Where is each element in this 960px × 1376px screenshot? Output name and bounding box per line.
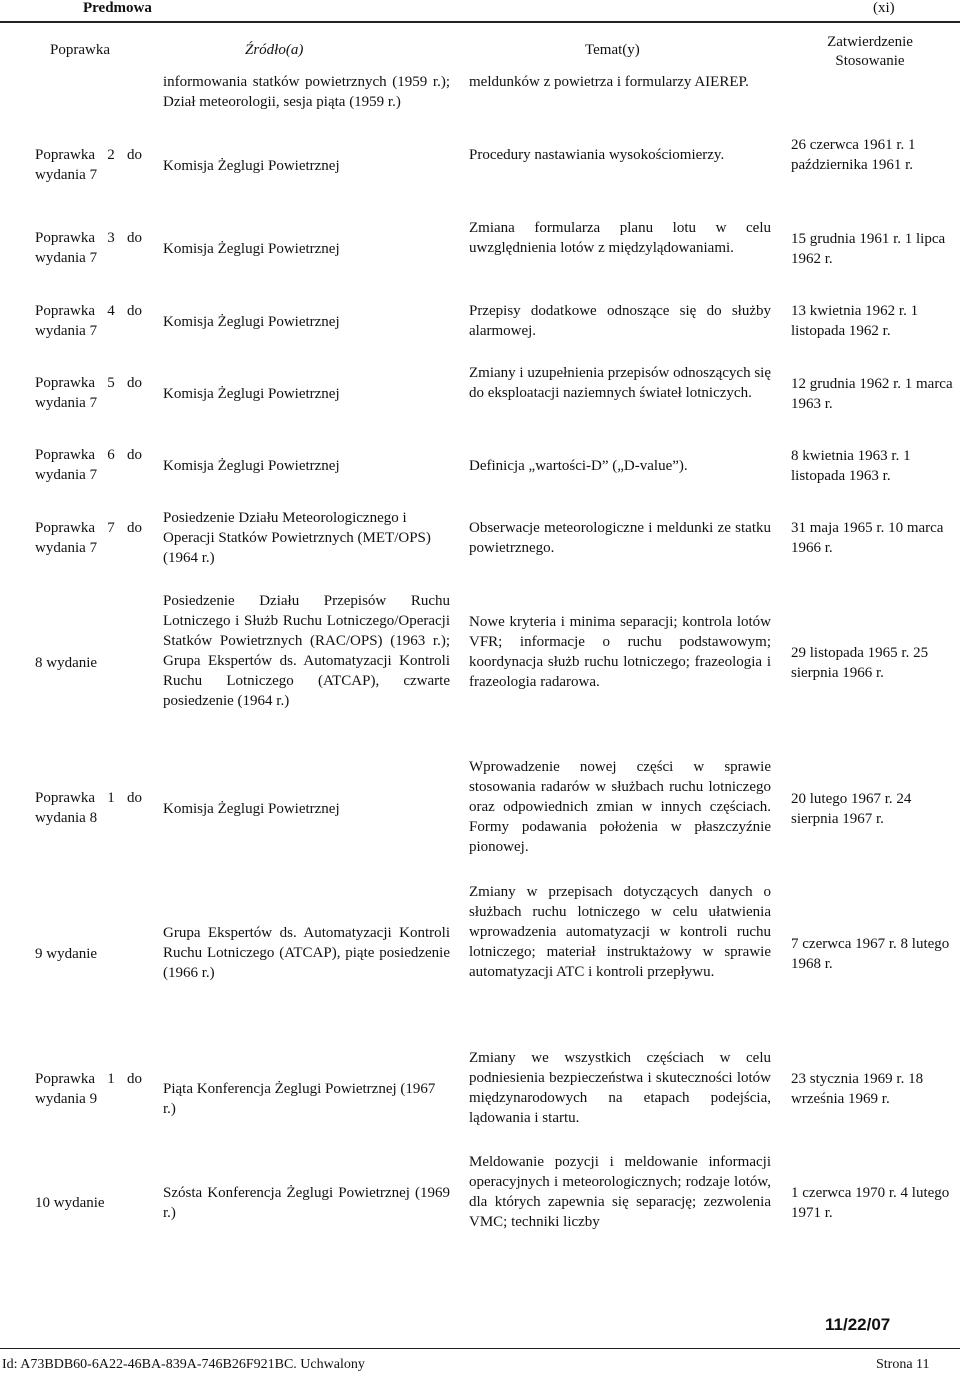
row-3-subject: Przepisy dodatkowe odnoszące się do służby alarmowej. xyxy=(469,303,771,339)
column-header-source: Źródło(a) xyxy=(245,42,304,58)
row-10-dates: 23 stycznia 1969 r. 18 września 1969 r. xyxy=(791,1071,924,1107)
row-7-dates: 29 listopada 1965 r. 25 sierpnia 1966 r. xyxy=(791,645,929,681)
row-0-source: informowania statków powietrznych (1959 r.); Dział meteorologii, sesja piąta (1959 r.) xyxy=(163,74,450,110)
document-id: Id: A73BDB60-6A22-46BA-839A-746B26F921BC. Uchwalony xyxy=(2,1357,365,1372)
row-9-subject: Zmiany w przepisach dotyczących danych o służbach ruchu lotniczego w celu ułatwienia wprowadzenia automatyzacji w kontroli ruchu lotniczego; materiał instruktażowy w sprawie automatyzacji ATC i kontroli przepływu. xyxy=(469,884,771,980)
column-header-subject: Temat(y) xyxy=(585,42,640,58)
row-4-amendment: Poprawka 5 do wydania 7 xyxy=(35,375,142,411)
row-1-dates: 26 czerwca 1961 r. 1 października 1961 r. xyxy=(791,137,916,173)
row-5-dates: 8 kwietnia 1963 r. 1 listopada 1963 r. xyxy=(791,448,911,484)
row-9-source: Grupa Ekspertów ds. Automatyzacji Kontroli Ruchu Lotniczego (ATCAP), piąte posiedzenie (1966 r.) xyxy=(163,925,450,981)
row-2-dates: 15 grudnia 1961 r. 1 lipca 1962 r. xyxy=(791,231,946,267)
row-11-source: Szósta Konferencja Żeglugi Powietrznej (1969 r.) xyxy=(163,1185,450,1221)
row-4-source: Komisja Żeglugi Powietrznej xyxy=(163,386,340,402)
header-rule xyxy=(0,21,960,23)
row-5-amendment: Poprawka 6 do wydania 7 xyxy=(35,447,142,483)
row-6-dates: 31 maja 1965 r. 10 marca 1966 r. xyxy=(791,520,944,556)
row-1-subject: Procedury nastawiania wysokościomierzy. xyxy=(469,147,725,163)
row-10-source: Piąta Konferencja Żeglugi Powietrznej (1967 r.) xyxy=(163,1081,436,1117)
column-header-amendment: Poprawka xyxy=(50,42,110,58)
row-1-amendment: Poprawka 2 do wydania 7 xyxy=(35,147,142,183)
row-7-amendment: 8 wydanie xyxy=(35,655,98,671)
row-2-source: Komisja Żeglugi Powietrznej xyxy=(163,241,340,257)
row-7-source: Posiedzenie Działu Przepisów Ruchu Lotniczego i Służb Ruchu Lotniczego/Operacji Statków Powietrznych (RAC/OPS) (1963 r.); Grupa Ekspertów ds. Automatyzacji Kontroli Ruchu Lotniczego (ATCAP), czwarte posiedzenie (1964 r.) xyxy=(163,593,450,709)
row-11-amendment: 10 wydanie xyxy=(35,1195,105,1211)
row-5-source: Komisja Żeglugi Powietrznej xyxy=(163,458,340,474)
row-8-subject: Wprowadzenie nowej części w sprawie stosowania radarów w służbach ruchu lotniczego oraz odpowiednich zmian w innych częściach. Formy podawania położenia w płaszczyźnie pionowej. xyxy=(469,759,771,855)
column-header-applied: Stosowanie xyxy=(835,53,905,69)
row-4-subject: Zmiany i uzupełnienia przepisów odnoszących się do eksploatacji naziemnych świateł lotniczych. xyxy=(469,365,771,401)
row-3-source: Komisja Żeglugi Powietrznej xyxy=(163,314,340,330)
row-0-subject: meldunków z powietrza i formularzy AIEREP. xyxy=(469,74,749,90)
row-4-dates: 12 grudnia 1962 r. 1 marca 1963 r. xyxy=(791,376,953,412)
row-9-dates: 7 czerwca 1967 r. 8 lutego 1968 r. xyxy=(791,936,950,972)
section-title: Predmowa xyxy=(83,0,152,16)
row-3-amendment: Poprawka 4 do wydania 7 xyxy=(35,303,142,339)
row-9-amendment: 9 wydanie xyxy=(35,946,98,962)
row-2-amendment: Poprawka 3 do wydania 7 xyxy=(35,230,142,266)
column-header-dates xyxy=(780,33,960,71)
row-11-dates: 1 czerwca 1970 r. 4 lutego 1971 r. xyxy=(791,1185,950,1221)
footer-rule xyxy=(0,1348,960,1349)
row-1-source: Komisja Żeglugi Powietrznej xyxy=(163,158,340,174)
row-10-subject: Zmiany we wszystkich częściach w celu podniesienia bezpieczeństwa i skuteczności lotów międzynarodowych na etapach podejścia, lądowania i startu. xyxy=(469,1050,771,1126)
page-roman-number: (xi) xyxy=(873,0,895,16)
row-8-source: Komisja Żeglugi Powietrznej xyxy=(163,801,340,817)
row-5-subject: Definicja „wartości-D” („D-value”). xyxy=(469,458,688,474)
page-number: Strona 11 xyxy=(876,1357,930,1372)
row-6-subject: Obserwacje meteorologiczne i meldunki ze statku powietrznego. xyxy=(469,520,771,556)
row-11-subject: Meldowanie pozycji i meldowanie informacji operacyjnych i meteorologicznych; rodzaje lotów, dla których zapewnia się separację; zezwolenia VMC; techniki liczby xyxy=(469,1154,771,1230)
row-6-amendment: Poprawka 7 do wydania 7 xyxy=(35,520,142,556)
row-10-amendment: Poprawka 1 do wydania 9 xyxy=(35,1071,142,1107)
row-6-source: Posiedzenie Działu Meteorologicznego i Operacji Statków Powietrznych (MET/OPS) (1964 r.) xyxy=(163,510,431,566)
revision-date: 11/22/07 xyxy=(825,1315,891,1334)
row-8-amendment: Poprawka 1 do wydania 8 xyxy=(35,790,142,826)
column-header-adopted: Zatwierdzenie xyxy=(827,34,913,50)
row-2-subject: Zmiana formularza planu lotu w celu uwzględnienia lotów z międzylądowaniami. xyxy=(469,220,771,256)
row-3-dates: 13 kwietnia 1962 r. 1 listopada 1962 r. xyxy=(791,303,919,339)
row-8-dates: 20 lutego 1967 r. 24 sierpnia 1967 r. xyxy=(791,791,912,827)
row-7-subject: Nowe kryteria i minima separacji; kontrola lotów VFR; informacje o ruchu podstawowym; koordynacja służb ruchu lotniczego; frazeologia i frazeologia radarowa. xyxy=(469,614,771,690)
